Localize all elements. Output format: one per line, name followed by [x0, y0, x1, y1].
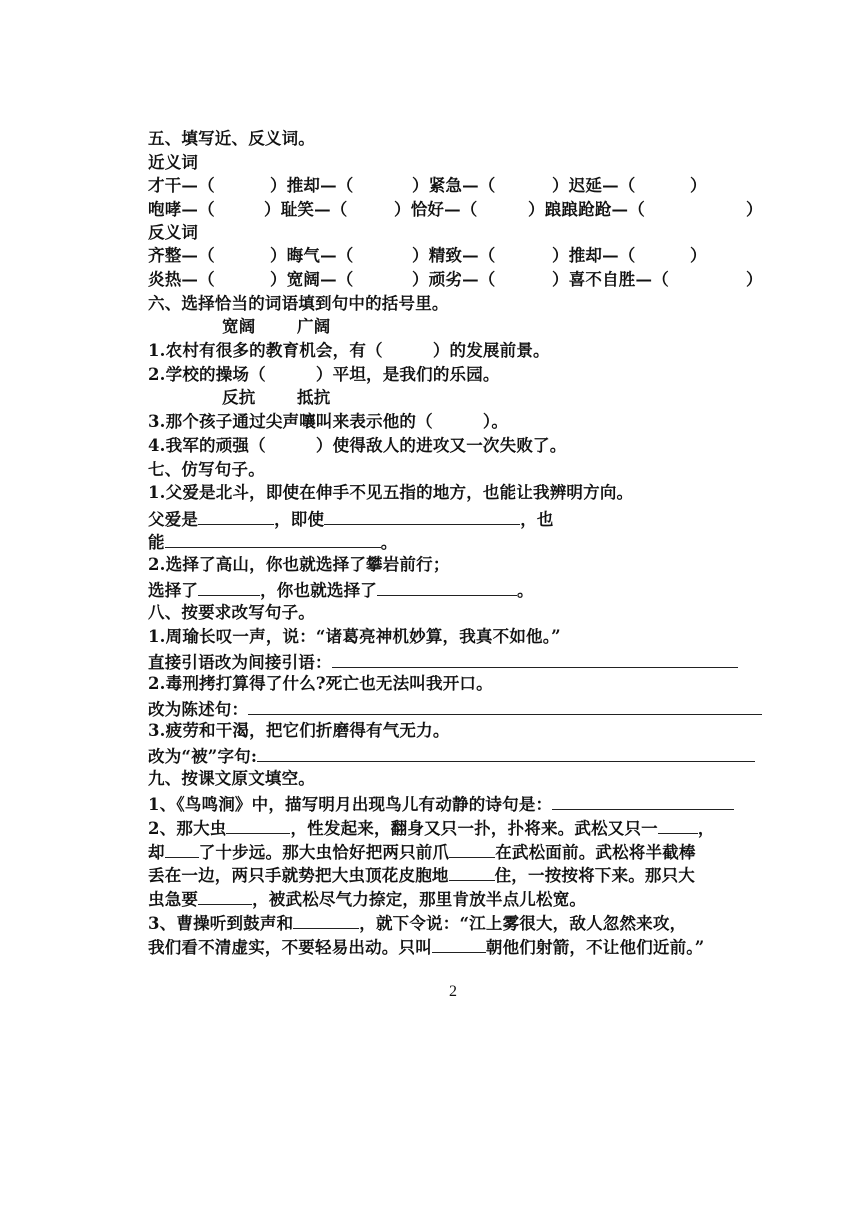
- prompt-text: 在武松面前。武松将半截棒: [495, 843, 696, 862]
- answer-blank[interactable]: [257, 744, 755, 762]
- word-choice: 抵抗: [297, 388, 331, 407]
- prompt-text: ，就下令说：“江上雾很大，敌人忽然来攻，: [359, 914, 687, 933]
- page-number: 2: [449, 983, 457, 1000]
- synonym-item: 才干—（: [148, 176, 215, 195]
- prompt-text: 改为“被”字句:: [148, 747, 258, 766]
- prompt-text: ，也: [520, 510, 554, 529]
- synonyms-row2: [148, 199, 788, 221]
- prompt-text: 父爱是: [148, 510, 199, 529]
- rewrite-line: [148, 697, 762, 721]
- answer-blank[interactable]: [198, 887, 252, 905]
- synonym-item: ）踉踉跄跄—（: [528, 200, 645, 219]
- prompt-text: 。: [380, 533, 398, 552]
- answer-blank[interactable]: [248, 697, 762, 715]
- answer-blank[interactable]: [332, 650, 738, 668]
- prompt-text: ，你也就选择了: [260, 581, 378, 600]
- fill-line: [148, 840, 696, 864]
- answer-blank[interactable]: [165, 840, 199, 858]
- antonyms-label: 反义词: [148, 223, 199, 242]
- fill-line: [148, 911, 686, 935]
- prompt-text: 2、那大虫: [148, 819, 227, 838]
- antonym-item: ）精致—（: [412, 246, 496, 265]
- rewrite-line: [148, 744, 755, 768]
- prompt-text: ，即使: [274, 510, 325, 529]
- prompt-text: 。: [517, 581, 534, 600]
- antonym-item: ）: [690, 246, 707, 265]
- antonym-item: ）推却—（: [552, 246, 636, 265]
- answer-blank[interactable]: [324, 507, 520, 525]
- rewrite-line: [148, 650, 738, 674]
- prompt-text: 1、《鸟鸣涧》中，描写明月出现鸟儿有动静的诗句是：: [148, 795, 553, 814]
- question-text: 3.疲劳和干渴，把它们折磨得有气无力。: [148, 721, 450, 740]
- word-choice: 反抗: [222, 388, 256, 407]
- rewrite-line: [148, 507, 554, 531]
- antonym-item: ）: [746, 270, 763, 289]
- question-text: 2.学校的操场（ ）平坦，是我们的乐园。: [148, 365, 500, 384]
- answer-blank[interactable]: [449, 863, 495, 881]
- answer-blank[interactable]: [165, 530, 381, 548]
- prompt-text: 直接引语改为间接引语：: [148, 653, 332, 672]
- prompt-text: 朝他们射箭，不让他们近前。”: [485, 938, 705, 957]
- prompt-text: 3、曹操听到鼓声和: [148, 914, 294, 933]
- prompt-text: 能: [148, 533, 165, 552]
- question-text: 2.选择了高山，你也就选择了攀岩前行；: [148, 555, 450, 574]
- section7-title: 七、仿写句子。: [148, 460, 265, 479]
- synonym-item: ）: [746, 200, 763, 219]
- antonym-item: ）喜不自胜—（: [552, 270, 669, 289]
- antonym-item: 炎热—（: [148, 270, 215, 289]
- question-text: 1.父爱是北斗，即使在伸手不见五指的地方，也能让我辨明方向。: [148, 483, 634, 502]
- word-choice: 宽阔: [222, 317, 256, 336]
- answer-blank[interactable]: [226, 816, 290, 834]
- question-text: 4.我军的顽强（ ）使得敌人的进攻又一次失败了。: [148, 436, 567, 455]
- synonym-item: ）推却—（: [270, 176, 354, 195]
- fill-line: [148, 935, 704, 959]
- synonym-item: ）: [690, 176, 707, 195]
- synonyms-label: 近义词: [148, 153, 199, 172]
- antonym-item: 齐整—（: [148, 246, 215, 265]
- synonym-item: ）耻笑—（: [264, 200, 348, 219]
- prompt-text: 却: [148, 843, 165, 862]
- prompt-text: 改为陈述句：: [148, 700, 249, 719]
- section6-title: 六、选择恰当的词语填到句中的括号里。: [148, 294, 449, 313]
- answer-blank[interactable]: [377, 578, 517, 596]
- section8-title: 八、按要求改写句子。: [148, 603, 315, 622]
- synonym-item: ）紧急—（: [412, 176, 496, 195]
- section5-title: 五、填写近、反义词。: [148, 129, 315, 148]
- antonym-item: ）晦气—（: [270, 246, 354, 265]
- fill-line: [148, 816, 715, 840]
- question-text: 1.农村有很多的教育机会，有（ ）的发展前景。: [148, 341, 550, 360]
- prompt-text: 我们看不清虚实，不要轻易出动。只叫: [148, 938, 432, 957]
- prompt-text: 丢在一边，两只手就势把大虫顶花皮胞地: [148, 866, 449, 885]
- rewrite-line: [148, 530, 397, 554]
- rewrite-line: [148, 792, 734, 816]
- answer-blank[interactable]: [658, 816, 698, 834]
- fill-line: [148, 863, 695, 887]
- antonym-item: ）顽劣—（: [412, 270, 496, 289]
- prompt-text: ，被武松尽气力捺定，那里肯放半点儿松宽。: [252, 890, 587, 909]
- synonym-item: 咆哮—（: [148, 200, 215, 219]
- prompt-text: 选择了: [148, 581, 199, 600]
- question-text: 3.那个孩子通过尖声嚷叫来表示他的（ ）。: [148, 412, 509, 431]
- synonym-item: ）迟延—（: [552, 176, 636, 195]
- prompt-text: ，: [697, 819, 715, 838]
- rewrite-line: [148, 578, 534, 602]
- fill-line: [148, 887, 586, 911]
- answer-blank[interactable]: [449, 840, 495, 858]
- question-text: 2.毒刑拷打算得了什么?死亡也无法叫我开口。: [148, 674, 493, 693]
- antonym-item: ）宽阔—（: [270, 270, 354, 289]
- prompt-text: 虫急要: [148, 890, 199, 909]
- section9-title: 九、按课文原文填空。: [148, 769, 315, 788]
- answer-blank[interactable]: [198, 507, 274, 525]
- answer-blank[interactable]: [432, 935, 486, 953]
- prompt-text: 住，一按按将下来。那只大: [494, 866, 696, 885]
- synonyms-row1: [148, 175, 768, 197]
- prompt-text: 了十步远。那大虫恰好把两只前爪: [198, 843, 450, 862]
- answer-blank[interactable]: [198, 578, 260, 596]
- word-choice: 广阔: [297, 317, 331, 336]
- answer-blank[interactable]: [293, 911, 359, 929]
- antonyms-row2: [148, 269, 788, 291]
- answer-blank[interactable]: [552, 792, 734, 810]
- antonyms-row1: [148, 245, 768, 267]
- synonym-item: ）恰好—（: [394, 200, 478, 219]
- prompt-text: ，性发起来，翻身又只一扑，扑将来。武松又只一: [290, 819, 658, 838]
- question-text: 1.周瑜长叹一声，说：“诸葛亮神机妙算，我真不如他。”: [148, 627, 561, 646]
